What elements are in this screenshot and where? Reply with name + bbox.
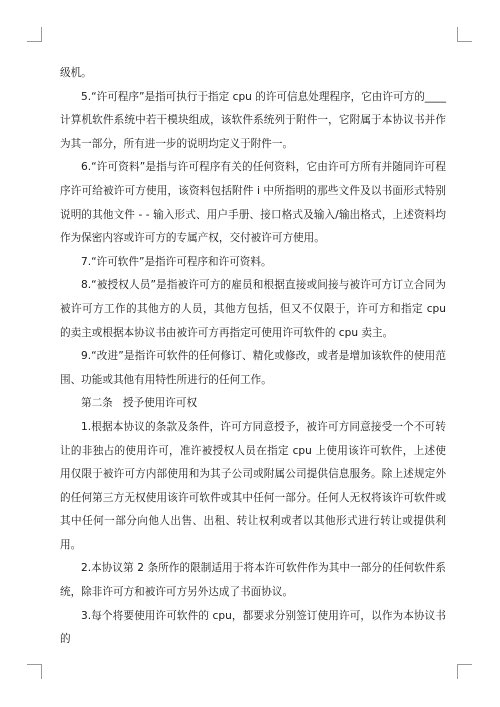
- article-2-clause-2: 2.本协议第 2 条所作的限制适用于将本许可软件作为其中一部分的任何软件系统，除非许可方和被许可方另外达成了书面协议。: [60, 562, 446, 599]
- definition-8-paragraph: 8.“被授权人员”是指被许可方的雇员和根据直接或间接与被许可方订立合同为被许可方工作的其他方的人员，其他方包括，但又不仅限于，许可方和指定 cpu 的卖主或根据本协议书由被许可方再指定可使用许可软件的 cpu 卖主。: [60, 279, 446, 339]
- crop-mark-top-right: [457, 27, 472, 42]
- article-2-clause-1: 1.根据本协议的条款及条件，许可方同意授予，被许可方同意接受一个不可转让的非独占的使用许可，准许被授权人员在指定 cpu 上使用该许可软件，上述使用仅限于被许可方内部使用和为其子公司或附属公司提供信息服务。除上述规定外的任何第三方无权使用该许可软件或其中任何一部分。任何人无权将该许可软件或其中任何一部分向他人出售、出租、转让权利或者以其他形式进行转让或提供利用。: [60, 420, 446, 551]
- crop-mark-bottom-right: [457, 664, 472, 679]
- definition-5-paragraph: 5.“许可程序”是指可执行于指定 cpu 的许可信息处理程序，它由许可方的____计算机软件系统中若干模块组成，该软件系统列于附件一，它附属于本协议书并作为其一部分，所有进一步的说明均定义于附件一。: [60, 90, 446, 150]
- paragraph-continuation: 级机。: [60, 67, 92, 79]
- definition-7-paragraph: 7.“许可软件”是指许可程序和许可资料。: [81, 255, 272, 268]
- definition-9-paragraph: 9.“改进”是指许可软件的任何修订、精化或修改，或者是增加该软件的使用范围、功能或其他有用特性所进行的任何工作。: [60, 350, 446, 386]
- crop-mark-top-left: [27, 27, 42, 42]
- article-2-heading: 第二条 授予使用许可权: [81, 397, 198, 410]
- article-2-clause-3: 3.每个将要使用许可软件的 cpu，都要求分别签订使用许可，以作为本协议书的: [60, 609, 446, 646]
- crop-mark-bottom-left: [27, 664, 42, 679]
- definition-6-paragraph: 6.“许可资料”是指与许可程序有关的任何资料，它由许可方所有并随同许可程序许可给被许可方使用，该资料包括附件 i 中所指明的那些文件及以书面形式特别说明的其他文件 - - 输入形式、用户手册、接口格式及输入/输出格式，上述资料均作为保密内容或许可方的专属产权，交付被许可方使用。: [60, 161, 446, 245]
- document-body: [60, 62, 446, 652]
